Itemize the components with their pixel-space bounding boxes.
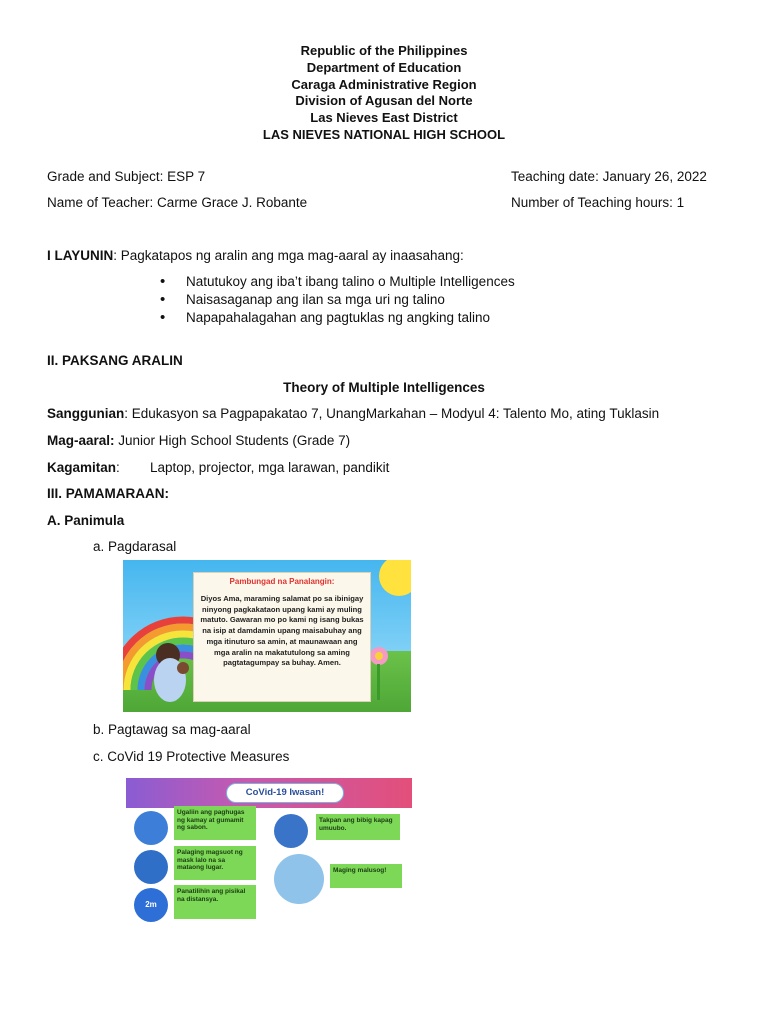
prayer-title: Pambungad na Panalangin: <box>229 577 335 586</box>
objectives-list <box>160 274 515 329</box>
covid-tip-handwash: Ugaliin ang paghugas ng kamay at gumamit ng sabon. <box>174 806 256 840</box>
covid-tip-distance: Panatilihin ang pisikal na distansya. <box>174 885 256 919</box>
kagamitan-value: Laptop, projector, mga larawan, pandikit <box>150 460 390 475</box>
header-region: Caraga Administrative Region <box>291 76 477 92</box>
lesson-title: Theory of Multiple Intelligences <box>283 380 485 395</box>
teaching-date: Teaching date: January 26, 2022 <box>511 169 707 184</box>
magaaral-line <box>47 433 350 448</box>
prayer-image <box>123 560 411 712</box>
layunin-intro: : Pagkatapos ng aralin ang mga mag-aaral ay inaasahang: <box>113 248 464 263</box>
header-district: Las Nieves East District <box>310 110 458 126</box>
header-division: Division of Agusan del Norte <box>295 93 473 109</box>
grade-subject: Grade and Subject: ESP 7 <box>47 169 206 184</box>
healthy-icon <box>274 854 324 904</box>
step-pagtawag: b. Pagtawag sa mag-aaral <box>93 722 251 737</box>
handwash-icon <box>134 811 168 845</box>
magaaral-value: Junior High School Students (Grade 7) <box>114 433 351 448</box>
step-covid: c. CoVid 19 Protective Measures <box>93 749 290 764</box>
covid-title: CoVid-19 Iwasan! <box>226 783 344 803</box>
covid-tip-cough: Takpan ang bibig kapag umuubo. <box>316 814 400 840</box>
step-pagdarasal: a. Pagdarasal <box>93 539 177 554</box>
magaaral-label: Mag-aaral: <box>47 433 115 448</box>
header-department: Department of Education <box>306 59 462 75</box>
prayer-card <box>193 572 371 702</box>
panimula-heading: A. Panimula <box>47 513 125 528</box>
objective-item: • Natutukoy ang iba’t ibang talino o Multiple Intelligences <box>160 274 515 292</box>
cough-icon <box>274 814 308 848</box>
sanggunian-line <box>47 406 659 421</box>
covid-tip-mask: Palaging magsuot ng mask lalo na sa mataong lugar. <box>174 846 256 880</box>
sanggunian-label: Sanggunian <box>47 406 125 421</box>
paksa-heading: II. PAKSANG ARALIN <box>47 353 183 368</box>
layunin-line <box>47 248 464 263</box>
covid-image <box>126 778 412 924</box>
layunin-label: I LAYUNIN <box>47 248 114 263</box>
prayer-text: Diyos Ama, maraming salamat po sa ibinigay ninyong pagkakataon upang kami ay muling matuto. Gawaran mo po kami ng isang bukas na isip at damdamin upang maisabuhay ang mga itinuturo sa amin, at maunawaan ang mga aralin na makatutulong sa aming pagtatagumpay sa buhay. Amen. <box>200 594 364 668</box>
distance-icon: 2m <box>134 888 168 922</box>
objective-item: • Napapahalagahan ang pagtuklas ng angking talino <box>160 310 515 328</box>
pamamaraan-heading: III. PAMAMARAAN: <box>47 486 169 501</box>
header-school: LAS NIEVES NATIONAL HIGH SCHOOL <box>262 126 506 142</box>
header-block <box>0 43 768 144</box>
kagamitan-label: Kagamitan: <box>47 460 120 475</box>
objective-item: • Naisasaganap ang ilan sa mga uri ng talino <box>160 292 515 310</box>
teacher-name: Name of Teacher: Carme Grace J. Robante <box>47 195 308 210</box>
header-republic: Republic of the Philippines <box>300 43 468 58</box>
sanggunian-value: : Edukasyon sa Pagpapakatao 7, UnangMarkahan – Modyul 4: Talento Mo, ating Tuklasin <box>124 406 660 421</box>
covid-tip-healthy: Maging malusog! <box>330 864 402 888</box>
teaching-hours: Number of Teaching hours: 1 <box>511 195 685 210</box>
mask-icon <box>134 850 168 884</box>
